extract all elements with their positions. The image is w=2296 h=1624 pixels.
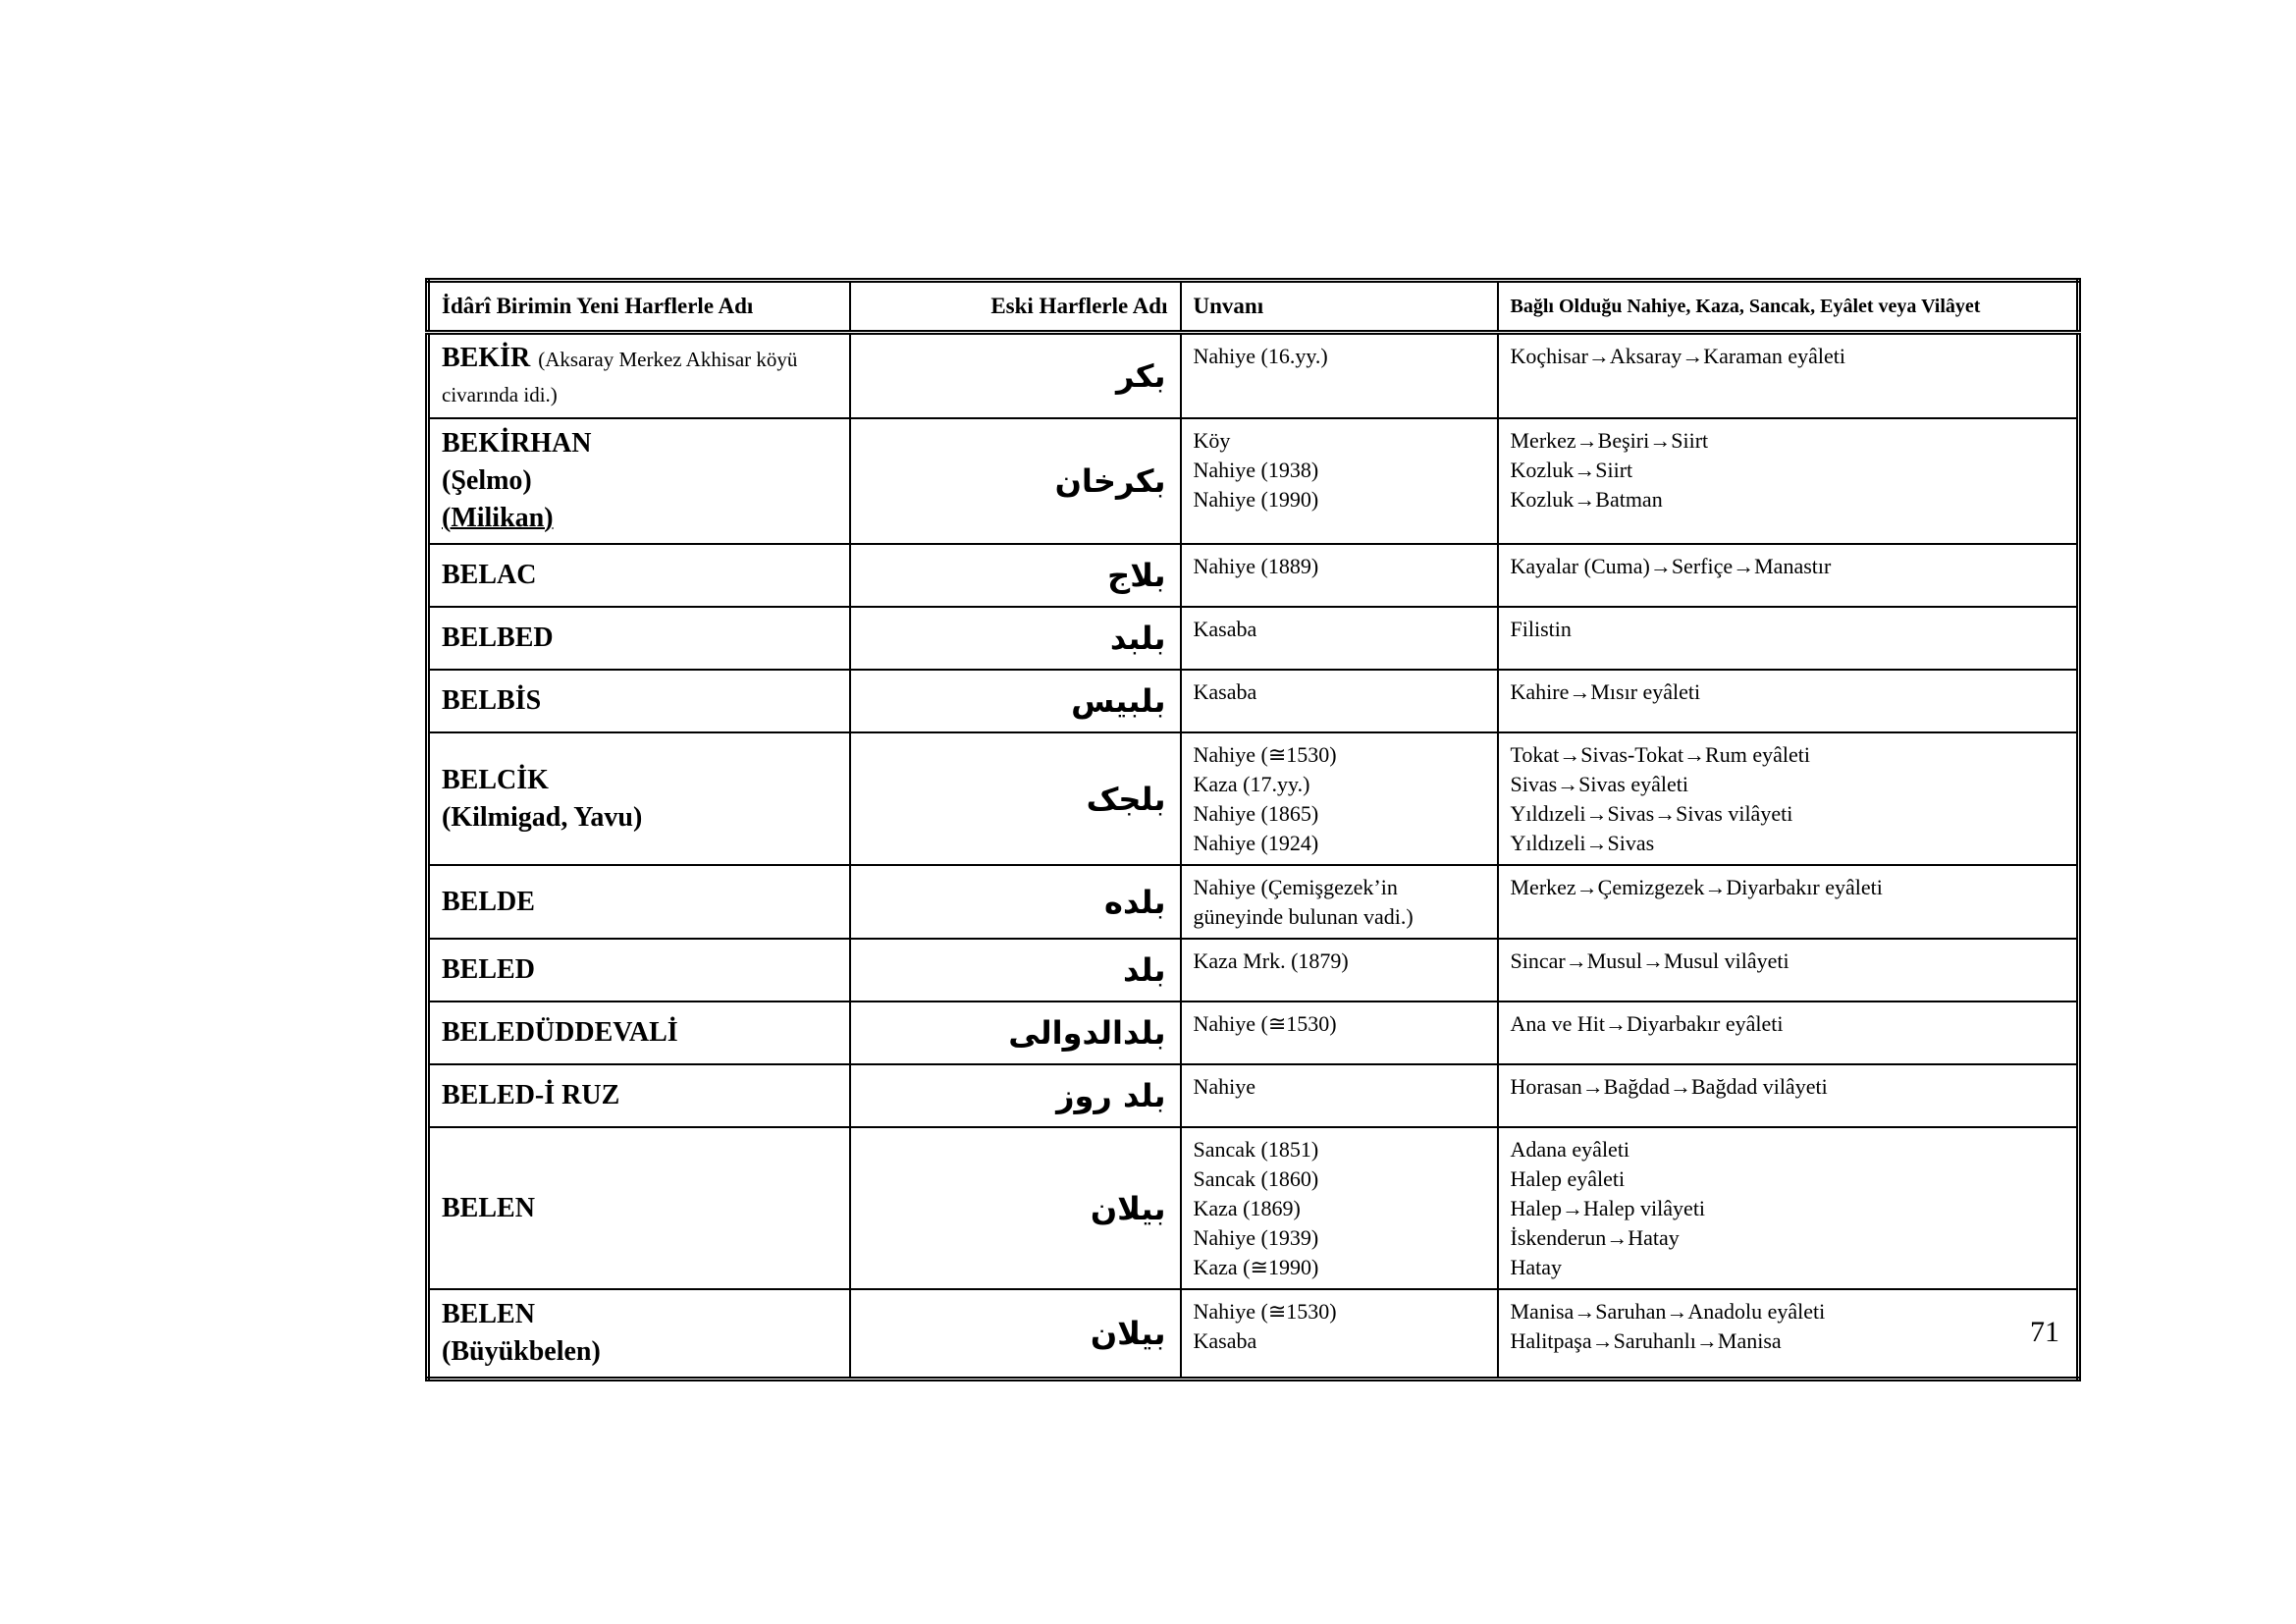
old-name-cell: بلاج [850, 544, 1181, 607]
bagli-line: Hatay [1510, 1255, 1563, 1279]
bagli-line: Filistin [1510, 617, 1572, 641]
unvan-line: Kasaba [1193, 617, 1257, 641]
new-name-cell [428, 1064, 850, 1127]
unvan-line: Nahiye (Çemişgezek’in güneyinde bulunan vadi.) [1193, 875, 1414, 929]
new-name-cell [428, 418, 850, 544]
bagli-cell [1498, 1289, 2079, 1380]
bagli-line: Kahire→Mısır eyâleti [1510, 679, 1701, 704]
bagli-line: Manisa→Saruhan→Anadolu eyâleti [1510, 1299, 1826, 1324]
unvan-line: Kaza (1869) [1193, 1196, 1301, 1220]
table-row [428, 670, 2079, 732]
new-name-cell [428, 1001, 850, 1064]
bagli-line: Kayalar (Cuma)→Serfiçe→Manastır [1510, 554, 1832, 578]
unvan-cell [1181, 1064, 1498, 1127]
bagli-line: Merkez→Beşiri→Siirt [1510, 428, 1709, 453]
unvan-cell [1181, 732, 1498, 865]
bagli-cell [1498, 333, 2079, 419]
bagli-cell [1498, 607, 2079, 670]
bagli-line: Ana ve Hit→Diyarbakır eyâleti [1510, 1011, 1784, 1036]
name-title: (Kilmigad, Yavu) [442, 801, 643, 833]
bagli-cell [1498, 732, 2079, 865]
unvan-line: Sancak (1860) [1193, 1166, 1319, 1191]
table-body [428, 333, 2079, 1380]
bagli-line: Adana eyâleti [1510, 1137, 1630, 1162]
header-row [428, 281, 2079, 333]
unvan-line: Kasaba [1193, 1328, 1257, 1353]
table-row [428, 418, 2079, 544]
header-old-name: Eski Harflerle Adı [850, 281, 1181, 333]
name-title: BELCİK [442, 764, 549, 795]
new-name-cell [428, 544, 850, 607]
unvan-line: Nahiye (≅1530) [1193, 1011, 1337, 1036]
name-title: (Şelmo) [442, 465, 532, 496]
unvan-line: Nahiye (1938) [1193, 458, 1319, 482]
name-title: BELDE [442, 886, 535, 917]
new-name-cell [428, 670, 850, 732]
bagli-cell [1498, 865, 2079, 939]
bagli-cell [1498, 1064, 2079, 1127]
unvan-line: Kaza (≅1990) [1193, 1255, 1319, 1279]
name-title: BELAC [442, 560, 537, 590]
old-name-cell: بلده [850, 865, 1181, 939]
bagli-cell [1498, 418, 2079, 544]
new-name-cell [428, 1289, 850, 1380]
bagli-line: Koçhisar→Aksaray→Karaman eyâleti [1510, 344, 1845, 368]
bagli-line: Sivas→Sivas eyâleti [1510, 772, 1688, 796]
name-title: BELEDÜDDEVALİ [442, 1017, 678, 1048]
name-title: BELBİS [442, 685, 542, 716]
bagli-line: Halep eyâleti [1510, 1166, 1626, 1191]
name-title: BELBED [442, 623, 554, 653]
bagli-line: Yıldızeli→Sivas→Sivas vilâyeti [1510, 801, 1793, 826]
old-name-cell: بكر [850, 333, 1181, 419]
name-title: BELEN [442, 1192, 535, 1223]
unvan-cell [1181, 333, 1498, 419]
unvan-line: Nahiye [1193, 1074, 1256, 1099]
unvan-cell [1181, 670, 1498, 732]
new-name-cell [428, 333, 850, 419]
old-name-cell: بلجک [850, 732, 1181, 865]
bagli-cell [1498, 670, 2079, 732]
old-name-cell: بيلان [850, 1289, 1181, 1380]
bagli-line: Yıldızeli→Sivas [1510, 831, 1655, 855]
unvan-line: Köy [1193, 428, 1231, 453]
unvan-line: Nahiye (1990) [1193, 487, 1319, 512]
old-name-cell: بلبيس [850, 670, 1181, 732]
name-note: (Aksaray Merkez Akhisar köyü civarında idi.) [442, 348, 798, 406]
table-row [428, 865, 2079, 939]
name-title: BELED-İ RUZ [442, 1080, 620, 1110]
unvan-line: Nahiye (1924) [1193, 831, 1319, 855]
old-name-cell: بلدالدوالى [850, 1001, 1181, 1064]
old-name-cell: بلد روز [850, 1064, 1181, 1127]
unvan-line: Sancak (1851) [1193, 1137, 1319, 1162]
bagli-line: Sincar→Musul→Musul vilâyeti [1510, 948, 1789, 973]
bagli-line: Merkez→Çemizgezek→Diyarbakır eyâleti [1510, 875, 1883, 899]
table-row [428, 1289, 2079, 1380]
old-name-cell: بيلان [850, 1127, 1181, 1289]
unvan-line: Kasaba [1193, 679, 1257, 704]
unvan-line: Nahiye (1939) [1193, 1225, 1319, 1250]
unvan-cell [1181, 865, 1498, 939]
unvan-line: Nahiye (≅1530) [1193, 742, 1337, 767]
unvan-line: Nahiye (1865) [1193, 801, 1319, 826]
table-row [428, 1064, 2079, 1127]
bagli-cell [1498, 1001, 2079, 1064]
new-name-cell [428, 865, 850, 939]
name-title: BELED [442, 954, 535, 985]
new-name-cell [428, 1127, 850, 1289]
unvan-cell [1181, 939, 1498, 1001]
page-number: 71 [2030, 1316, 2059, 1348]
unvan-cell [1181, 1289, 1498, 1380]
bagli-line: Horasan→Bağdad→Bağdad vilâyeti [1510, 1074, 1828, 1099]
name-title: BEKİRHAN [442, 428, 592, 459]
unvan-line: Nahiye (16.yy.) [1193, 344, 1328, 368]
unvan-line: Kaza (17.yy.) [1193, 772, 1310, 796]
name-title: BELEN [442, 1299, 535, 1329]
bagli-line: Halitpaşa→Saruhanlı→Manisa [1510, 1328, 1782, 1353]
bagli-cell [1498, 1127, 2079, 1289]
placename-table [425, 278, 2081, 1381]
table-row [428, 1001, 2079, 1064]
old-name-cell: بلبد [850, 607, 1181, 670]
bagli-line: Halep→Halep vilâyeti [1510, 1196, 1706, 1220]
bagli-line: Tokat→Sivas-Tokat→Rum eyâleti [1510, 742, 1810, 767]
name-title: BEKİR [442, 343, 531, 373]
bagli-line: İskenderun→Hatay [1510, 1225, 1680, 1250]
table-row [428, 939, 2079, 1001]
bagli-cell [1498, 939, 2079, 1001]
name-title: (Milikan) [442, 503, 554, 533]
new-name-cell [428, 732, 850, 865]
header-unvan: Unvanı [1181, 281, 1498, 333]
table-row [428, 333, 2079, 419]
name-title: (Büyükbelen) [442, 1336, 601, 1367]
header-bagli: Bağlı Olduğu Nahiye, Kaza, Sancak, Eyâlet veya Vilâyet [1498, 281, 2079, 333]
table-row [428, 544, 2079, 607]
new-name-cell [428, 939, 850, 1001]
unvan-line: Nahiye (≅1530) [1193, 1299, 1337, 1324]
unvan-line: Nahiye (1889) [1193, 554, 1319, 578]
new-name-cell [428, 607, 850, 670]
unvan-cell [1181, 418, 1498, 544]
bagli-line: Kozluk→Siirt [1510, 458, 1633, 482]
table-row [428, 732, 2079, 865]
unvan-line: Kaza Mrk. (1879) [1193, 948, 1349, 973]
unvan-cell [1181, 1127, 1498, 1289]
old-name-cell: بكرخان [850, 418, 1181, 544]
bagli-cell [1498, 544, 2079, 607]
table-row [428, 607, 2079, 670]
table-row [428, 1127, 2079, 1289]
bagli-line: Kozluk→Batman [1510, 487, 1663, 512]
unvan-cell [1181, 607, 1498, 670]
header-new-name: İdârî Birimin Yeni Harflerle Adı [428, 281, 850, 333]
unvan-cell [1181, 544, 1498, 607]
old-name-cell: بلد [850, 939, 1181, 1001]
unvan-cell [1181, 1001, 1498, 1064]
